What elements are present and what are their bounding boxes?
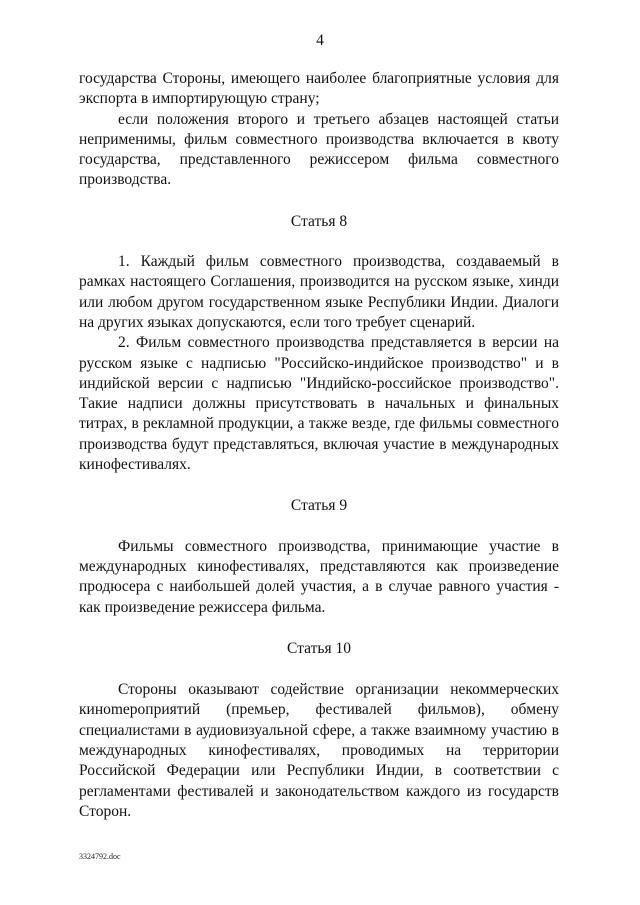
article-9-heading: Статья 9 (290, 497, 348, 515)
intro-paragraph-1: государства Стороны, имеющего наиболее благоприятные условия для экспорта в импортирующую страну; (79, 70, 559, 108)
article-8-paragraph-1: 1. Каждый фильм совместного производства, создаваемый в рамках настоящего Соглашения, производится на русском языке, хинди или любом другом государственном языке Республики Индии. Диалоги на других языках допускаются, если того требует сценарий. (79, 253, 559, 331)
page-number: 4 (316, 32, 324, 49)
intro-paragraph-2: если положения второго и третьего абзацев настоящей статьи неприменимы, фильм совместного производства включается в квоту государства, представленного режиссером фильма совместного производства. (79, 110, 559, 189)
article-9-paragraph-1: Фильмы совместного производства, принимающие участие в международных кинофестивалях, представляются как произведение продюсера с наибольшей долей участия, а в случае равного участия - как произведение режиссера фильма. (79, 537, 559, 616)
article-10-paragraph-1: Стороны оказывают содействие организации некоммерческих кинomероприятий (премьер, фестивалей фильмов), обмену специалистами в аудиовизуальной сфере, а также взаимному участию в международных кинофестивалях, проводимых на территории Российской Федерации или Республики Индии, в соответствии с регламентами фестивалей и законодательством каждого из государств Сторон. (79, 681, 559, 820)
article-10-heading: Статья 10 (287, 639, 351, 657)
article-8-heading: Статья 8 (290, 212, 348, 230)
document-body (79, 69, 559, 822)
article-8-paragraph-2: 2. Фильм совместного производства представляется в версии на русском языке с надписью "Российско-индийское производство" и в индийской версии с надписью "Индийско-российское производство". Такие надписи должны присутствовать в начальных и финальных титрах, в рекламной продукции, а также везде, где фильмы совместного производства будут представляться, включая участие в международных кинофестивалях. (79, 334, 559, 474)
file-name-footer: 3324792.doc (79, 852, 121, 861)
